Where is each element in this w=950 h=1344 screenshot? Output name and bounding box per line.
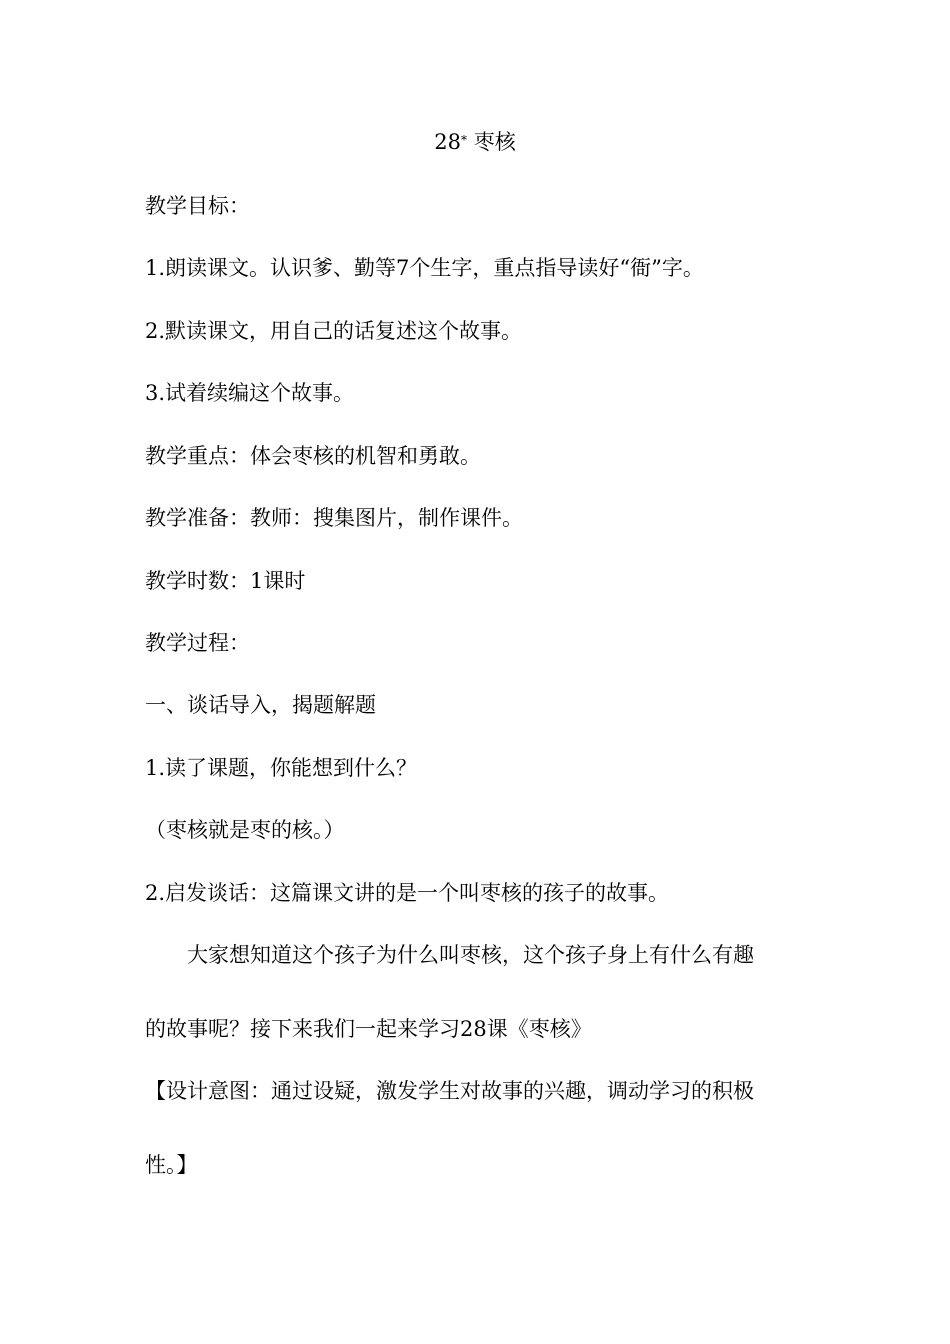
design-intent-line-2: 性。】 bbox=[145, 1153, 198, 1177]
title-number: 28 bbox=[434, 130, 462, 154]
preparation: 教学准备：教师：搜集图片，制作课件。 bbox=[145, 506, 523, 530]
design-intent-line-1: 【设计意图：通过设疑，激发学生对故事的兴趣，调动学习的积极 bbox=[145, 1079, 754, 1103]
title-asterisk: * bbox=[461, 133, 468, 147]
paragraph-line-2: 的故事呢？接下来我们一起来学习28课《枣核》 bbox=[145, 1017, 592, 1041]
process-heading: 教学过程： bbox=[145, 631, 250, 655]
objectives-heading: 教学目标： bbox=[145, 194, 250, 218]
section-1-heading: 一、谈话导入，揭题解题 bbox=[145, 693, 376, 717]
step-1-answer: （枣核就是枣的核。） bbox=[145, 818, 345, 842]
key-point: 教学重点：体会枣核的机智和勇敢。 bbox=[145, 444, 481, 468]
title-text: 枣核 bbox=[473, 130, 516, 154]
step-2: 2.启发谈话：这篇课文讲的是一个叫枣核的孩子的故事。 bbox=[145, 881, 670, 905]
objective-3: 3.试着续编这个故事。 bbox=[145, 381, 355, 405]
step-1: 1.读了课题，你能想到什么？ bbox=[145, 756, 418, 780]
page-title bbox=[0, 127, 950, 157]
paragraph-line-1: 大家想知道这个孩子为什么叫枣核，这个孩子身上有什么有趣 bbox=[145, 943, 754, 967]
objective-2: 2.默读课文，用自己的话复述这个故事。 bbox=[145, 319, 523, 343]
class-hours: 教学时数：1课时 bbox=[145, 569, 306, 593]
objective-1: 1.朗读课文。认识爹、勤等7个生字，重点指导读好“衙”字。 bbox=[145, 256, 704, 280]
